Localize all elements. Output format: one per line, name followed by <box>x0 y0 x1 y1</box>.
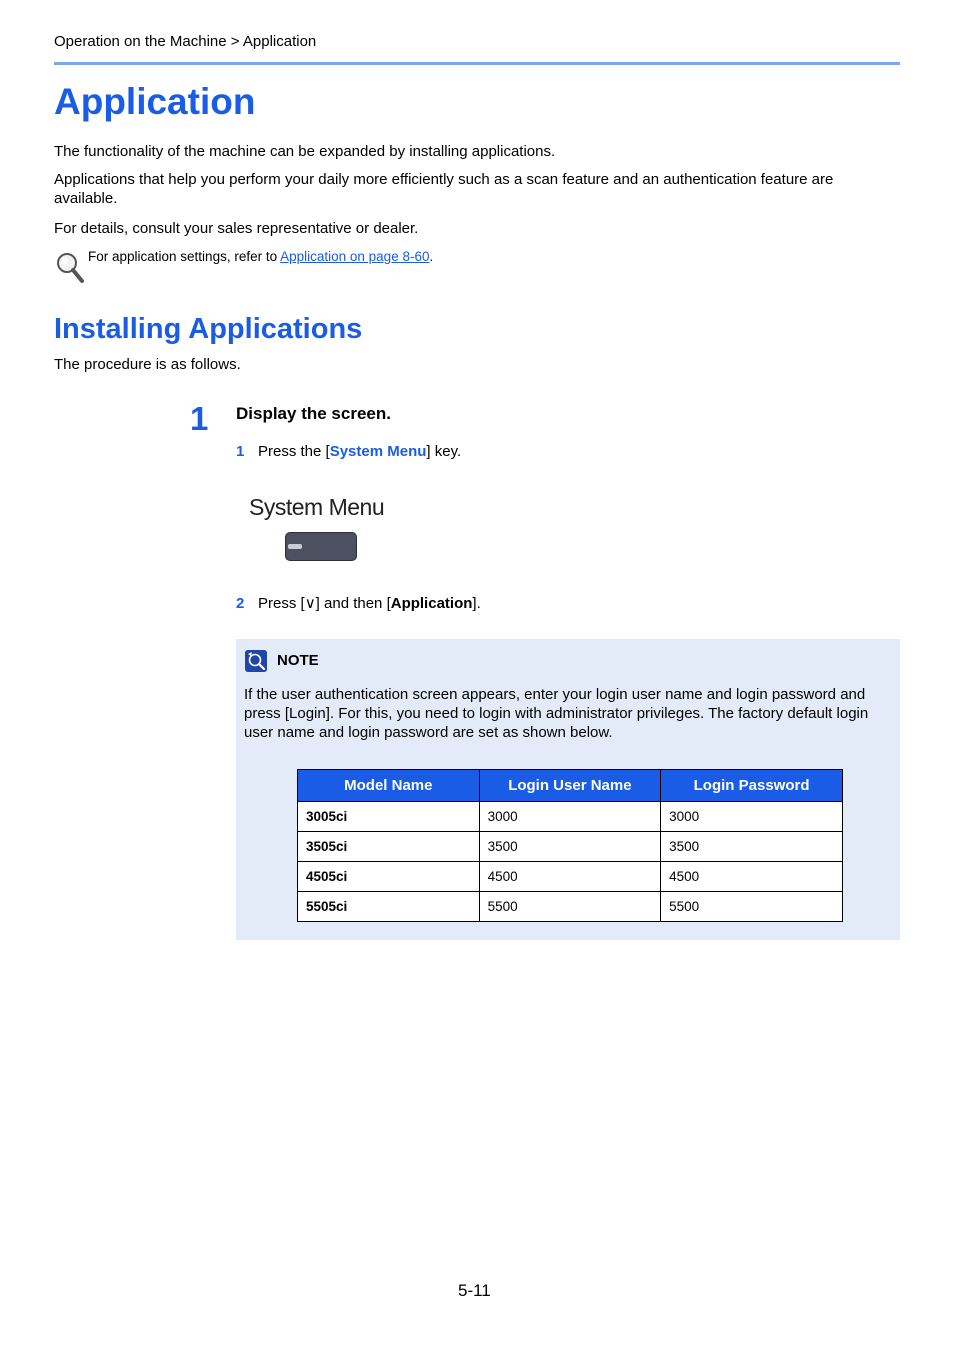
user-name-cell: 4500 <box>479 862 661 892</box>
column-header: Model Name <box>298 770 480 802</box>
note-text: If the user authentication screen appears, enter your login user name and login password and press [Login]. For this, you need to login with administrator privileges. The factory default login user name and login password are set as shown below. <box>244 686 869 741</box>
step-title: Display the screen. <box>236 404 391 423</box>
reference-prefix: For application settings, refer to <box>88 249 281 264</box>
table-row <box>298 832 843 862</box>
substep-text: ]. <box>472 595 481 612</box>
substep-text: ] and then [ <box>315 595 391 612</box>
note-icon <box>245 650 267 672</box>
reference-suffix: . <box>429 249 434 264</box>
user-name-cell: 3000 <box>479 802 661 832</box>
page-title: Application <box>54 81 256 122</box>
table-row <box>298 802 843 832</box>
step-number: 1 <box>190 400 209 437</box>
magnifier-icon <box>54 250 86 284</box>
chevron-down-icon: ∨ <box>304 595 316 612</box>
breadcrumb: Operation on the Machine > Application <box>54 33 317 50</box>
column-header: Login User Name <box>479 770 661 802</box>
model-cell: 4505ci <box>298 862 480 892</box>
substep-text: Press the [ <box>258 443 330 460</box>
substep-text: ] key. <box>426 443 462 460</box>
login-credentials-table <box>297 769 843 922</box>
substep <box>236 443 461 460</box>
application-key-name: Application <box>390 595 473 612</box>
system-menu-key-label: System Menu <box>249 494 385 520</box>
application-page-link[interactable]: Application on page 8-60 <box>280 249 430 264</box>
table-row <box>298 862 843 892</box>
password-cell: 5500 <box>661 892 843 922</box>
model-cell: 3505ci <box>298 832 480 862</box>
note-label: NOTE <box>277 652 319 669</box>
substep-number: 2 <box>236 595 245 612</box>
substep <box>236 594 481 612</box>
model-cell: 5505ci <box>298 892 480 922</box>
user-name-cell: 5500 <box>479 892 661 922</box>
intro-paragraph: Applications that help you perform your daily more efficiently such as a scan feature and an authentication feature are available. <box>54 171 834 207</box>
table-header-row <box>298 770 843 802</box>
substep-number: 1 <box>236 443 245 460</box>
procedure-intro: The procedure is as follows. <box>54 356 241 373</box>
substep-text: Press [ <box>258 595 305 612</box>
intro-paragraph: The functionality of the machine can be expanded by installing applications. <box>54 143 556 160</box>
section-title: Installing Applications <box>54 313 363 345</box>
model-cell: 3005ci <box>298 802 480 832</box>
column-header: Login Password <box>661 770 843 802</box>
page-number: 5-11 <box>458 1281 491 1300</box>
password-cell: 3500 <box>661 832 843 862</box>
key-indicator-led <box>288 544 302 549</box>
system-menu-key-name: System Menu <box>329 443 427 460</box>
intro-paragraph: For details, consult your sales representative or dealer. <box>54 220 419 237</box>
header-divider <box>54 62 900 65</box>
password-cell: 4500 <box>661 862 843 892</box>
password-cell: 3000 <box>661 802 843 832</box>
table-row <box>298 892 843 922</box>
reference-note <box>88 249 433 264</box>
user-name-cell: 3500 <box>479 832 661 862</box>
